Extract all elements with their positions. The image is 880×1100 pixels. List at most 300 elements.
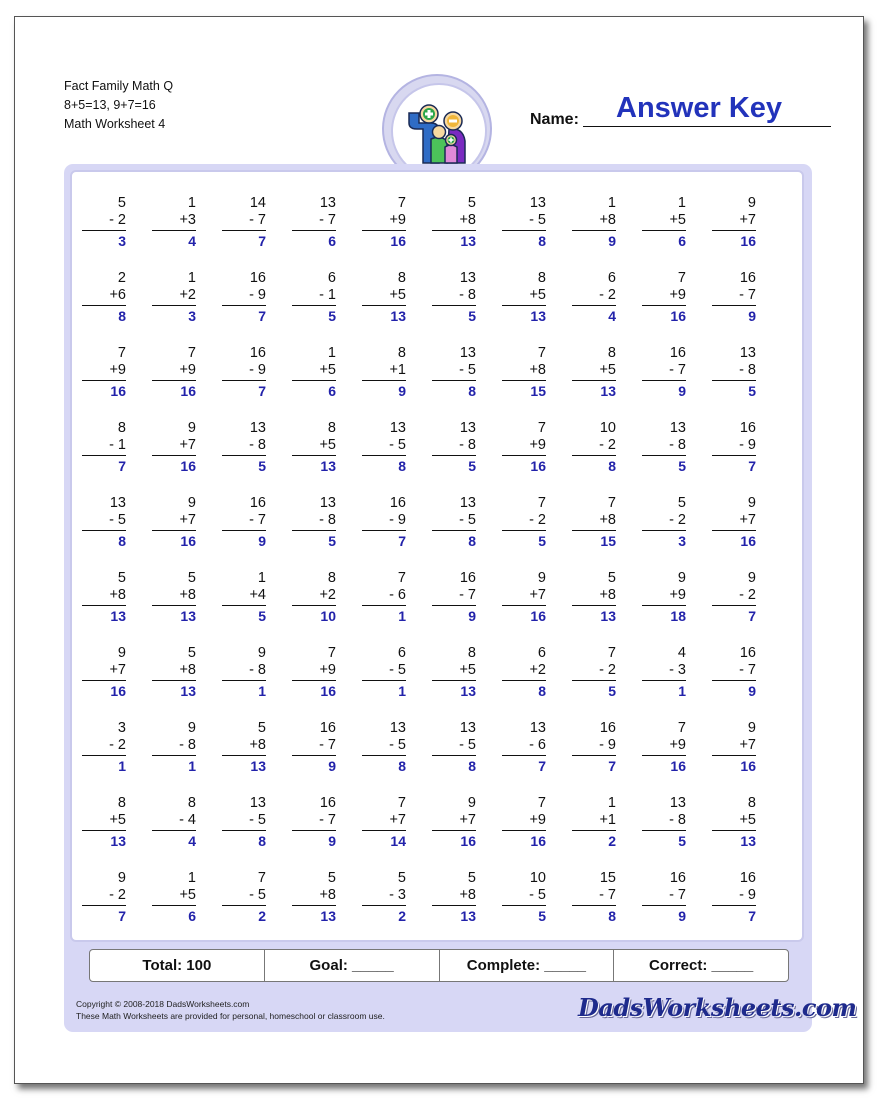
problem-operand: - 5 [459, 737, 476, 753]
problem-answer: 9 [678, 383, 686, 399]
problem-operand: +8 [599, 512, 616, 528]
problem [362, 720, 406, 775]
problem [502, 795, 546, 850]
problem-answer: 16 [180, 383, 196, 399]
problem-answer: 7 [748, 908, 756, 924]
problem-top-number: 8 [537, 270, 546, 286]
problem-operand: - 4 [179, 812, 196, 828]
problem-bar [292, 755, 336, 756]
problem-bar [362, 305, 406, 306]
problem [82, 420, 126, 475]
problem-operand: +8 [599, 212, 616, 228]
problem-bar [222, 455, 266, 456]
problem-operand: +9 [179, 362, 196, 378]
problem [572, 870, 616, 925]
problem-bar [642, 755, 686, 756]
problem-operand: +8 [459, 887, 476, 903]
problem [222, 345, 266, 400]
problem [502, 345, 546, 400]
problem-answer: 4 [188, 833, 196, 849]
problem [642, 795, 686, 850]
problem-bar [572, 455, 616, 456]
problem-answer: 7 [258, 308, 266, 324]
problem-operand: - 5 [389, 737, 406, 753]
problem-operand: - 9 [739, 437, 756, 453]
problem-operand: - 8 [249, 662, 266, 678]
problem-answer: 18 [670, 608, 686, 624]
problem-bar [572, 755, 616, 756]
problem-answer: 16 [320, 683, 336, 699]
problem-operand: - 8 [319, 512, 336, 528]
problem-bar [502, 605, 546, 606]
problem-operand: +9 [319, 662, 336, 678]
problem-bar [642, 905, 686, 906]
problem [292, 195, 336, 250]
problem [572, 720, 616, 775]
problem-top-number: 1 [677, 195, 686, 211]
problem-operand: - 7 [249, 512, 266, 528]
answer-key-label: Answer Key [616, 92, 783, 124]
problem-operand: - 5 [459, 512, 476, 528]
problem-answer: 16 [460, 833, 476, 849]
goal-field: Goal: _____ [265, 950, 440, 981]
problem-top-number: 13 [669, 795, 686, 811]
problem-top-number: 7 [537, 795, 546, 811]
problem [222, 270, 266, 325]
problem-bar [152, 305, 196, 306]
problem-operand: +5 [109, 812, 126, 828]
problem-top-number: 13 [109, 495, 126, 511]
problem [712, 645, 756, 700]
problem-answer: 7 [398, 533, 406, 549]
problem-bar [712, 830, 756, 831]
problem-top-number: 8 [327, 420, 336, 436]
complete-field: Complete: _____ [440, 950, 615, 981]
problem-top-number: 13 [319, 495, 336, 511]
problem-answer: 13 [180, 683, 196, 699]
problem-bar [82, 530, 126, 531]
problem-top-number: 13 [459, 345, 476, 361]
problem-answer: 5 [678, 458, 686, 474]
problem-operand: +8 [529, 362, 546, 378]
problem [362, 645, 406, 700]
problem-top-number: 5 [117, 195, 126, 211]
problem [152, 420, 196, 475]
problem-operand: - 7 [739, 287, 756, 303]
problem [362, 195, 406, 250]
problem-operand: +5 [179, 887, 196, 903]
problem [292, 570, 336, 625]
brand-logo: DadsWorksheets.com [578, 993, 857, 1022]
problem-bar [152, 605, 196, 606]
problem-answer: 5 [608, 683, 616, 699]
problem-answer: 13 [460, 908, 476, 924]
problem [572, 795, 616, 850]
problem [502, 870, 546, 925]
problem-top-number: 6 [327, 270, 336, 286]
problem-top-number: 5 [607, 570, 616, 586]
problem-top-number: 13 [459, 270, 476, 286]
problem-top-number: 3 [117, 720, 126, 736]
problem-top-number: 13 [459, 420, 476, 436]
problem-top-number: 5 [117, 570, 126, 586]
problem [362, 420, 406, 475]
problem-bar [362, 605, 406, 606]
problem-top-number: 16 [249, 495, 266, 511]
problem-answer: 13 [740, 833, 756, 849]
problem-top-number: 7 [537, 345, 546, 361]
problem [152, 495, 196, 550]
problem-operand: - 2 [599, 287, 616, 303]
problem [712, 195, 756, 250]
problem-operand: - 5 [249, 887, 266, 903]
problem-answer: 9 [398, 383, 406, 399]
problem-answer: 16 [670, 308, 686, 324]
problem [712, 720, 756, 775]
problem-answer: 7 [538, 758, 546, 774]
problem-bar [642, 455, 686, 456]
problem-answer: 5 [328, 308, 336, 324]
problem-answer: 8 [118, 533, 126, 549]
problem-bar [432, 530, 476, 531]
problem-top-number: 1 [607, 195, 616, 211]
problem [642, 270, 686, 325]
problem-bar [222, 530, 266, 531]
problem-answer: 2 [608, 833, 616, 849]
problem-operand: - 3 [669, 662, 686, 678]
problem [222, 795, 266, 850]
problem-answer: 8 [398, 758, 406, 774]
problem-bar [82, 905, 126, 906]
problem [152, 570, 196, 625]
problem-bar [362, 830, 406, 831]
problem-operand: +7 [179, 437, 196, 453]
problem-answer: 15 [530, 383, 546, 399]
problem-top-number: 1 [327, 345, 336, 361]
problem [82, 495, 126, 550]
problem [362, 870, 406, 925]
problem-operand: - 9 [599, 737, 616, 753]
problem [572, 345, 616, 400]
problem-top-number: 8 [747, 795, 756, 811]
problem-answer: 7 [118, 908, 126, 924]
problem-top-number: 16 [249, 345, 266, 361]
problem-answer: 5 [678, 833, 686, 849]
problem-top-number: 7 [607, 495, 616, 511]
problem-operand: +4 [249, 587, 266, 603]
problem [572, 570, 616, 625]
problem-answer: 13 [390, 308, 406, 324]
problem-top-number: 2 [117, 270, 126, 286]
problem [432, 420, 476, 475]
problem-top-number: 7 [397, 570, 406, 586]
problem-operand: - 8 [459, 287, 476, 303]
problem [222, 195, 266, 250]
problem-top-number: 9 [187, 720, 196, 736]
problem [222, 570, 266, 625]
problem-bar [362, 680, 406, 681]
problem-top-number: 9 [257, 645, 266, 661]
problem-answer: 9 [678, 908, 686, 924]
problem-bar [502, 755, 546, 756]
problem-top-number: 13 [389, 720, 406, 736]
problem-bar [432, 905, 476, 906]
correct-field: Correct: _____ [649, 957, 754, 974]
problem [502, 720, 546, 775]
problem-operand: +8 [179, 662, 196, 678]
problem-answer: 16 [740, 233, 756, 249]
problem [292, 795, 336, 850]
problem-answer: 3 [678, 533, 686, 549]
problem [222, 495, 266, 550]
problem-top-number: 8 [467, 645, 476, 661]
problem [712, 495, 756, 550]
problem [152, 870, 196, 925]
problem-operand: +2 [319, 587, 336, 603]
problem-operand: - 5 [249, 812, 266, 828]
problem-top-number: 16 [599, 720, 616, 736]
problem-answer: 7 [258, 233, 266, 249]
problem-bar [222, 905, 266, 906]
problem-bar [432, 380, 476, 381]
problem [712, 870, 756, 925]
problem [152, 270, 196, 325]
problem [502, 195, 546, 250]
problem [642, 870, 686, 925]
problem-answer: 7 [748, 458, 756, 474]
problem-bar [292, 680, 336, 681]
problem-answer: 1 [398, 683, 406, 699]
problem-operand: +7 [179, 512, 196, 528]
problem-operand: +5 [459, 662, 476, 678]
problem [292, 420, 336, 475]
problem [82, 870, 126, 925]
problem-bar [572, 230, 616, 231]
problem-answer: 8 [538, 233, 546, 249]
problem-operand: - 2 [109, 887, 126, 903]
problem [82, 270, 126, 325]
problem-top-number: 7 [537, 420, 546, 436]
problem-bar [362, 455, 406, 456]
problem [152, 795, 196, 850]
problem [432, 870, 476, 925]
problem-operand: - 7 [669, 362, 686, 378]
problem-answer: 13 [600, 383, 616, 399]
problem-operand: - 1 [109, 437, 126, 453]
problem-top-number: 9 [747, 195, 756, 211]
problem-bar [712, 455, 756, 456]
problem-top-number: 7 [677, 720, 686, 736]
problem-bar [292, 830, 336, 831]
problem-bar [82, 680, 126, 681]
problem-top-number: 5 [467, 195, 476, 211]
problem-top-number: 7 [677, 270, 686, 286]
problem-bar [432, 605, 476, 606]
problem-top-number: 10 [529, 870, 546, 886]
problem-answer: 13 [110, 833, 126, 849]
name-label: Name: [530, 111, 579, 128]
problem-top-number: 5 [257, 720, 266, 736]
problem-top-number: 16 [319, 720, 336, 736]
problem-operand: - 5 [529, 887, 546, 903]
problem-top-number: 8 [117, 795, 126, 811]
problem-answer: 16 [180, 458, 196, 474]
problem-top-number: 6 [537, 645, 546, 661]
problem-answer: 16 [390, 233, 406, 249]
problem-top-number: 7 [327, 645, 336, 661]
problem-bar [572, 530, 616, 531]
problem-answer: 13 [460, 683, 476, 699]
worksheet-subtitle: 8+5=13, 9+7=16 [64, 98, 156, 112]
problem-bar [292, 305, 336, 306]
problem-answer: 16 [180, 533, 196, 549]
problem-answer: 9 [608, 233, 616, 249]
problem-bar [82, 230, 126, 231]
problem-operand: +9 [669, 287, 686, 303]
problem-operand: +8 [109, 587, 126, 603]
problem-top-number: 5 [467, 870, 476, 886]
problem-bar [82, 605, 126, 606]
problem-operand: - 7 [669, 887, 686, 903]
problem-answer: 5 [538, 908, 546, 924]
problem-bar [292, 605, 336, 606]
problem-top-number: 16 [389, 495, 406, 511]
problem-top-number: 9 [117, 645, 126, 661]
problem-bar [152, 905, 196, 906]
problem [222, 420, 266, 475]
problem [222, 870, 266, 925]
problem-bar [152, 830, 196, 831]
problem-top-number: 8 [397, 345, 406, 361]
problem-top-number: 9 [187, 495, 196, 511]
problem-bar [152, 380, 196, 381]
problem-top-number: 6 [397, 645, 406, 661]
problem-operand: - 5 [389, 437, 406, 453]
problem-operand: +2 [529, 662, 546, 678]
problem-operand: - 2 [669, 512, 686, 528]
problem-answer: 8 [468, 533, 476, 549]
problem-answer: 9 [468, 608, 476, 624]
problem-answer: 6 [188, 908, 196, 924]
problem-operand: +9 [529, 437, 546, 453]
problem-bar [432, 830, 476, 831]
problem-answer: 5 [538, 533, 546, 549]
problem [572, 645, 616, 700]
copyright-line: Copyright © 2008-2018 DadsWorksheets.com [76, 999, 250, 1009]
problem [432, 795, 476, 850]
problem-bar [222, 305, 266, 306]
problem [432, 345, 476, 400]
problem-answer: 3 [188, 308, 196, 324]
problem-answer: 13 [600, 608, 616, 624]
problem-top-number: 13 [389, 420, 406, 436]
problem-bar [712, 680, 756, 681]
problem-bar [152, 755, 196, 756]
problem [572, 195, 616, 250]
problem-bar [502, 455, 546, 456]
problem-operand: - 7 [459, 587, 476, 603]
problem-bar [502, 530, 546, 531]
problem-bar [82, 455, 126, 456]
problem-operand: - 8 [669, 437, 686, 453]
problem [292, 645, 336, 700]
problem-answer: 14 [390, 833, 406, 849]
problem-bar [502, 380, 546, 381]
problem-top-number: 9 [747, 570, 756, 586]
problem-bar [642, 680, 686, 681]
problem-bar [712, 230, 756, 231]
problem-operand: - 7 [319, 812, 336, 828]
problem-answer: 3 [118, 233, 126, 249]
problem-answer: 13 [110, 608, 126, 624]
problem-bar [642, 530, 686, 531]
problem-operand: - 9 [249, 287, 266, 303]
problem-top-number: 7 [607, 645, 616, 661]
problem-operand: +7 [529, 587, 546, 603]
problem [712, 420, 756, 475]
problem-top-number: 5 [677, 495, 686, 511]
problem-top-number: 6 [607, 270, 616, 286]
problem-top-number: 9 [747, 720, 756, 736]
problem-bar [712, 755, 756, 756]
problem-bar [152, 455, 196, 456]
problem-top-number: 16 [739, 420, 756, 436]
problem-top-number: 1 [257, 570, 266, 586]
problem-bar [712, 905, 756, 906]
problem-operand: - 2 [599, 437, 616, 453]
problem-bar [152, 530, 196, 531]
problem-bar [362, 905, 406, 906]
problem-operand: - 8 [739, 362, 756, 378]
total-count: Total: 100 [90, 950, 265, 981]
problem-operand: - 2 [529, 512, 546, 528]
problem-operand: - 5 [109, 512, 126, 528]
problem-answer: 10 [320, 608, 336, 624]
problem-operand: - 9 [389, 512, 406, 528]
problem-operand: +1 [599, 812, 616, 828]
problem-bar [222, 380, 266, 381]
problem-operand: +2 [179, 287, 196, 303]
problem [432, 720, 476, 775]
problem-operand: - 7 [739, 662, 756, 678]
problem-answer: 5 [468, 458, 476, 474]
problem-answer: 9 [328, 833, 336, 849]
problem-bar [502, 680, 546, 681]
problem-answer: 16 [670, 758, 686, 774]
problem-bar [82, 755, 126, 756]
problem-answer: 8 [258, 833, 266, 849]
problem-bar [432, 455, 476, 456]
problem-bar [572, 905, 616, 906]
problem-bar [362, 530, 406, 531]
problem-answer: 8 [538, 683, 546, 699]
problem-operand: +6 [109, 287, 126, 303]
problem-bar [362, 380, 406, 381]
problem-answer: 9 [258, 533, 266, 549]
problem-operand: - 7 [599, 887, 616, 903]
problem-answer: 1 [678, 683, 686, 699]
problem-answer: 6 [678, 233, 686, 249]
problem-bar [292, 905, 336, 906]
problem-answer: 16 [740, 533, 756, 549]
problem-bar [642, 605, 686, 606]
problem-answer: 16 [110, 683, 126, 699]
problem-answer: 1 [258, 683, 266, 699]
problem-operand: - 2 [739, 587, 756, 603]
problem-operand: - 7 [249, 212, 266, 228]
problem [82, 345, 126, 400]
totals-bar [89, 949, 789, 982]
